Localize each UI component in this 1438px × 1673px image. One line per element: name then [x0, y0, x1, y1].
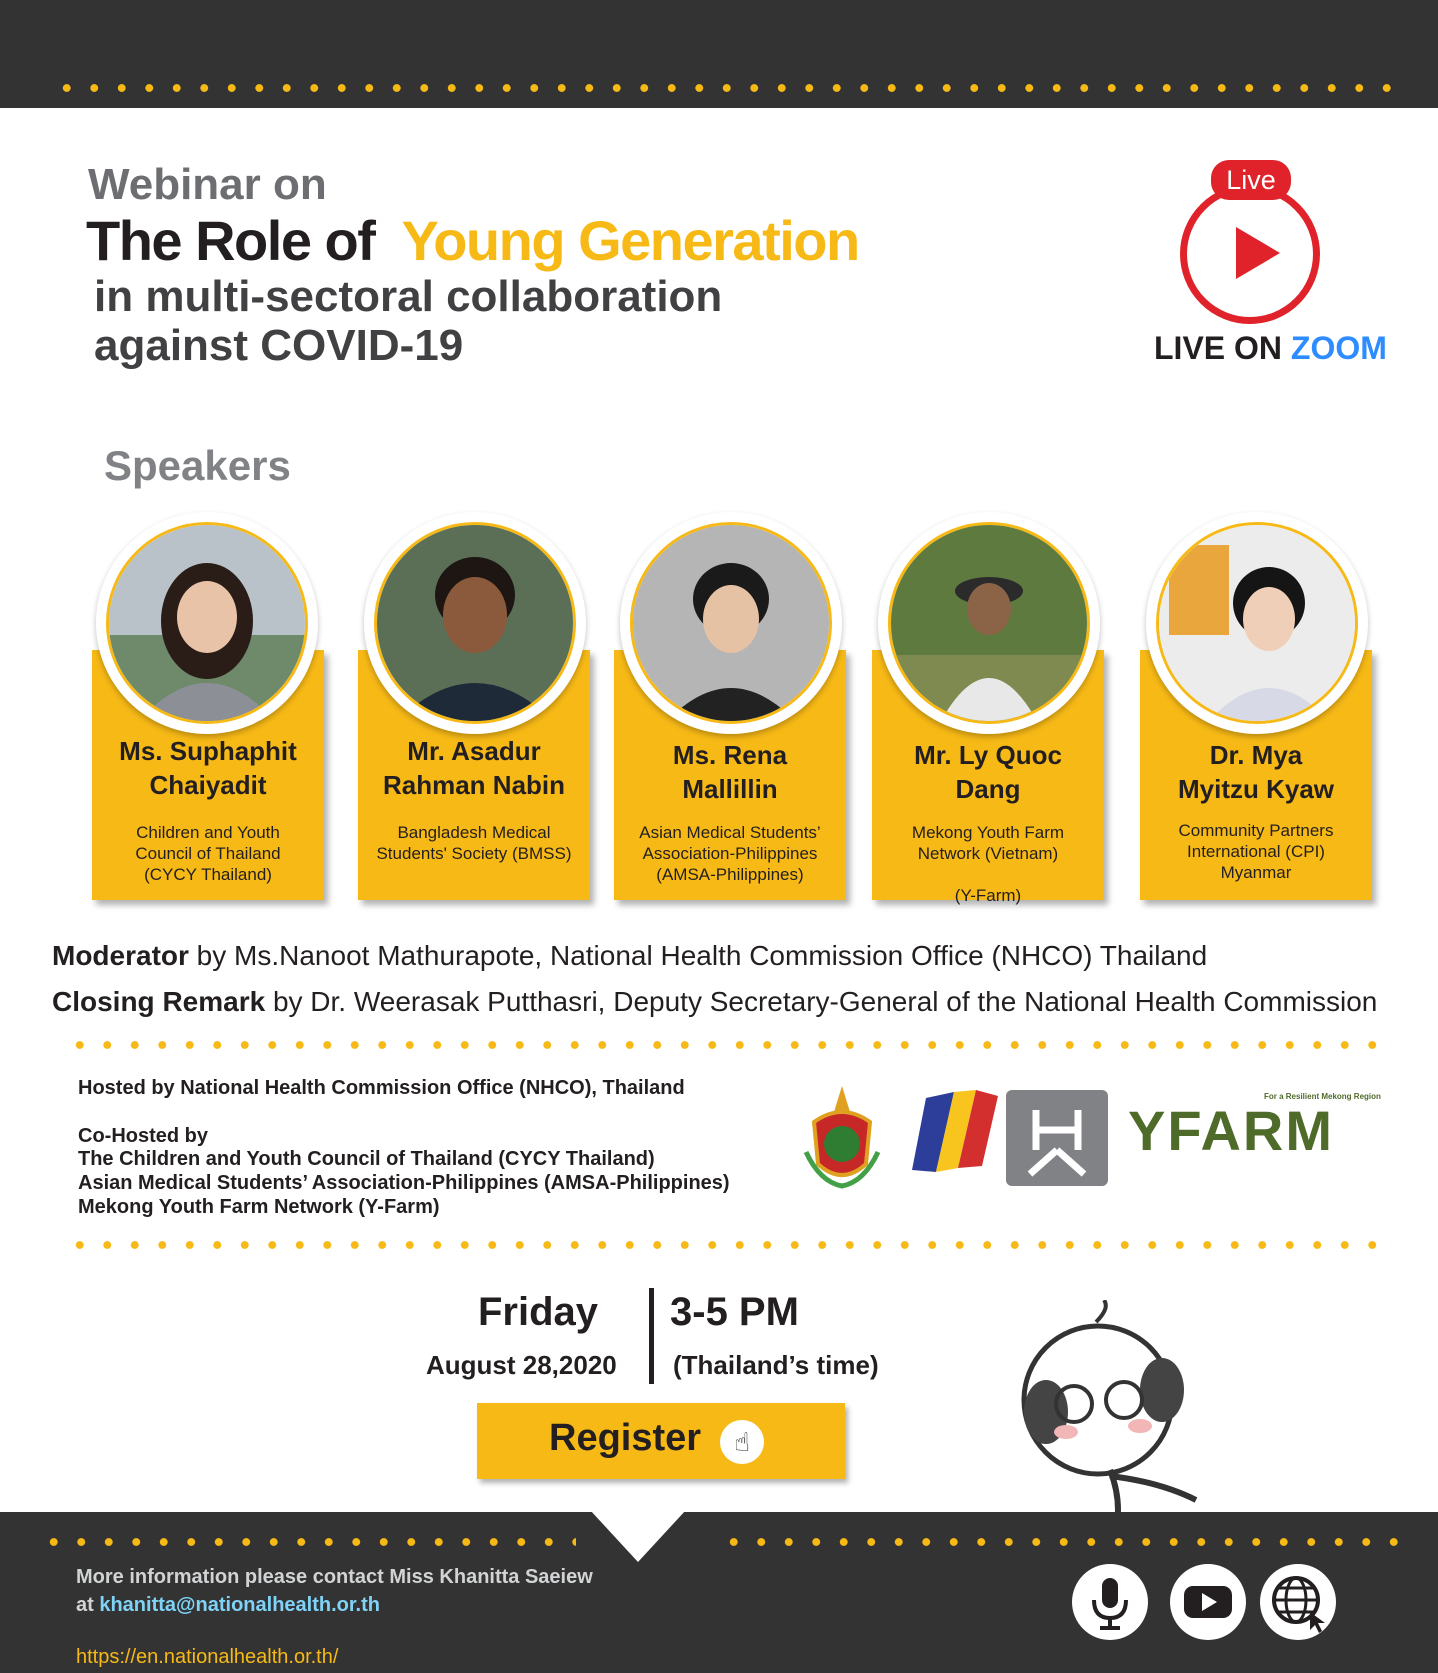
dotted-divider-top [53, 84, 1405, 92]
contact-at: at [76, 1594, 100, 1616]
speaker-photo [374, 522, 576, 724]
register-button[interactable] [477, 1403, 845, 1479]
speaker-photo-frame [878, 512, 1100, 734]
pointer-hand-icon: ☝ [720, 1420, 764, 1464]
speakers-heading: Speakers [104, 442, 291, 489]
globe-icon[interactable] [1260, 1564, 1336, 1640]
co-host-item: Mekong Youth Farm Network (Y-Farm) [78, 1196, 440, 1218]
speaker-name-line: Chaiyadit [149, 770, 267, 800]
dotted-divider-footer-right [720, 1538, 1410, 1546]
speaker-name-line: Mr. Asadur [407, 736, 541, 766]
title-highlight: Young Generation [401, 209, 859, 272]
register-label: Register [549, 1417, 702, 1459]
webinar-title [86, 208, 859, 273]
youtube-icon[interactable] [1170, 1564, 1246, 1640]
speaker-name [872, 738, 1104, 806]
closing-remark-line [52, 986, 1377, 1018]
speaker-name-line: Mallillin [682, 774, 778, 804]
webinar-on-label: Webinar on [88, 160, 327, 209]
event-timezone: (Thailand’s time) [673, 1350, 879, 1380]
co-host-item: The Children and Youth Council of Thailand (CYCY Thailand) [78, 1148, 655, 1170]
title-prefix: The Role of [86, 209, 375, 272]
event-time: 3-5 PM [670, 1290, 799, 1334]
yfarm-tagline: For a Resilient Mekong Region [1264, 1092, 1381, 1101]
register-pointer-arrow [590, 1510, 686, 1562]
speaker-name-line: Dr. Mya [1209, 740, 1303, 770]
speaker-name-line: Myitzu Kyaw [1177, 774, 1335, 804]
speaker-name [614, 738, 846, 806]
speaker-org: Mekong Youth Farm Network (Vietnam) (Y-Farm) [911, 823, 1065, 905]
subtitle-line-1: in multi-sectoral collaboration [94, 272, 723, 321]
dotted-divider-footer-left [40, 1538, 576, 1546]
speaker-name [1140, 738, 1372, 806]
speaker-org: Asian Medical Students’ Association-Philippines (AMSA-Philippines) [639, 823, 821, 884]
moderator-line [52, 940, 1207, 972]
live-on-zoom-label [1154, 330, 1387, 367]
speaker-org: Bangladesh Medical Students' Society (BMSS) [376, 823, 572, 863]
dotted-divider-middle [66, 1041, 1392, 1049]
speaker-name [92, 734, 324, 802]
webinar-subtitle [94, 272, 854, 370]
contact-email-line [76, 1594, 380, 1617]
co-host-item: Asian Medical Students’ Association-Philippines (AMSA-Philippines) [78, 1172, 730, 1194]
speaker-photo [1156, 522, 1358, 724]
live-on-text: LIVE ON [1154, 330, 1291, 366]
speaker-photo [630, 522, 832, 724]
speaker-photo [888, 522, 1090, 724]
microphone-icon[interactable] [1072, 1564, 1148, 1640]
speaker-org: Community Partners International (CPI) Myanmar [1178, 821, 1334, 882]
cycy-flag-logo [906, 1082, 1002, 1182]
speaker-name-line: Ms. Rena [672, 740, 788, 770]
speaker-photo [106, 522, 308, 724]
dotted-divider-lower [66, 1241, 1392, 1249]
speaker-name-line: Dang [955, 774, 1021, 804]
date-time-divider [649, 1288, 654, 1384]
closing-label: Closing Remark [52, 986, 266, 1017]
speaker-photo-frame [96, 512, 318, 734]
contact-line: More information please contact Miss Khanitta Saeiew [76, 1566, 593, 1588]
speaker-name-line: Rahman Nabin [382, 770, 566, 800]
speaker-photo-frame [364, 512, 586, 734]
event-day: Friday [478, 1290, 599, 1334]
contact-email-link[interactable]: khanitta@nationalhealth.or.th [99, 1594, 380, 1616]
zoom-text: ZOOM [1290, 330, 1387, 366]
speaker-name-line: Mr. Ly Quoc [914, 740, 1062, 770]
nhco-emblem-logo [800, 1082, 884, 1192]
moderator-text: by Ms.Nanoot Mathurapote, National Health Commission Office (NHCO) Thailand [188, 940, 1208, 971]
co-hosted-label: Co-Hosted by [78, 1125, 208, 1147]
live-badge: Live [1211, 160, 1291, 200]
yfarm-logo-text: YFARM [1128, 1099, 1334, 1162]
speaker-org: Children and Youth Council of Thailand (CYCY Thailand) [135, 823, 281, 884]
moderator-label: Moderator [52, 940, 189, 971]
mascot-illustration [1000, 1300, 1210, 1530]
yfarm-logo [1128, 1092, 1388, 1160]
speaker-name [358, 734, 590, 802]
hosted-by: Hosted by National Health Commission Office (NHCO), Thailand [78, 1077, 685, 1099]
event-date: August 28,2020 [426, 1350, 617, 1380]
website-link[interactable]: https://en.nationalhealth.or.th/ [76, 1646, 339, 1668]
subtitle-line-2: against COVID-19 [94, 321, 464, 370]
speaker-photo-frame [1146, 512, 1368, 734]
amsa-logo [1006, 1090, 1108, 1186]
closing-text: by Dr. Weerasak Putthasri, Deputy Secretary-General of the National Health Commission [265, 986, 1378, 1017]
speaker-name-line: Ms. Suphaphit [119, 736, 297, 766]
speaker-photo-frame [620, 512, 842, 734]
play-icon [1236, 227, 1280, 279]
